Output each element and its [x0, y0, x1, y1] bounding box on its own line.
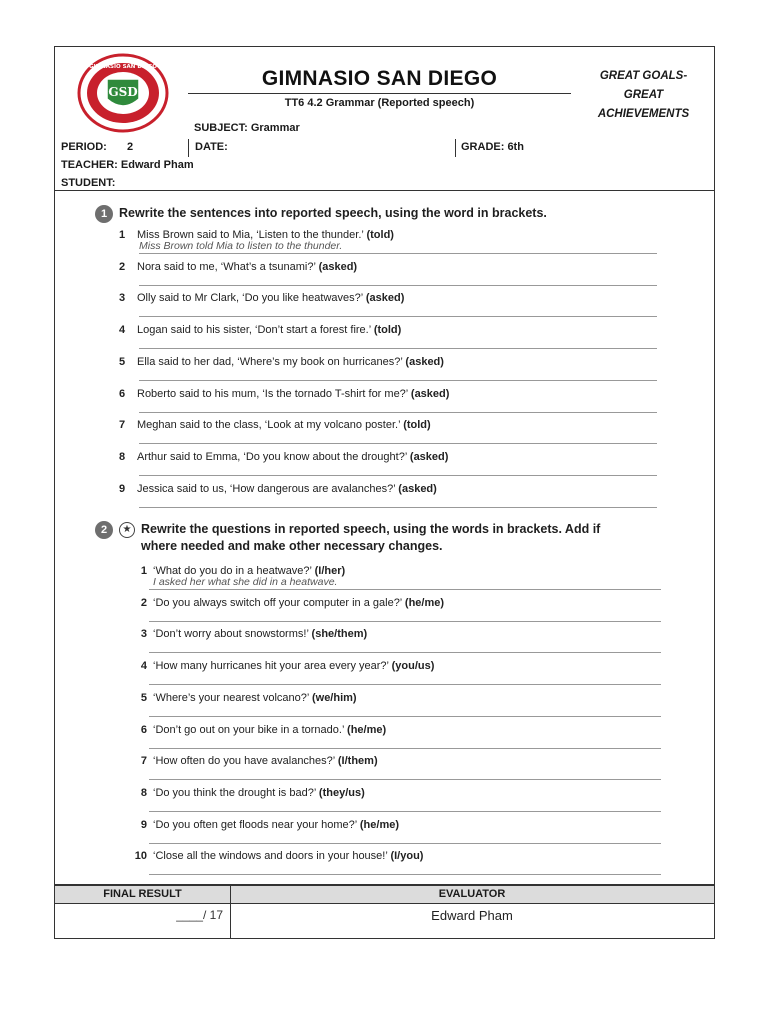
exercise-item: [131, 787, 661, 819]
item-text: ‘How many hurricanes hit your area every year?’: [153, 660, 392, 673]
item-question: [119, 324, 401, 336]
answer-line[interactable]: [139, 380, 657, 381]
evaluator-label: EVALUATOR: [438, 888, 506, 900]
item-text: ‘Do you think the drought is bad?’: [153, 786, 319, 799]
result-table: [54, 885, 715, 939]
item-number: 2: [140, 596, 147, 609]
item-text: Nora said to me, ‘What’s a tsunami?’: [137, 260, 319, 273]
answer-line[interactable]: [149, 811, 661, 812]
item-text: Jessica said to us, ‘How dangerous are avalanches?’: [137, 482, 399, 495]
item-question: [119, 451, 448, 463]
period-label: PERIOD:: [61, 141, 107, 153]
exercise-2-instruction-line-2: where needed and make other necessary changes.: [141, 539, 443, 553]
period-divider: [188, 139, 189, 157]
item-text: Olly said to Mr Clark, ‘Do you like heatwaves?’: [137, 292, 366, 305]
item-number: 7: [119, 419, 126, 432]
exercise-item: [119, 356, 659, 388]
answer-line[interactable]: [139, 412, 657, 413]
item-number: 6: [140, 723, 147, 736]
grade-label: GRADE: 6th: [461, 141, 524, 153]
item-keyword: (told): [403, 419, 431, 432]
item-number: 1: [140, 565, 147, 577]
item-number: 5: [119, 355, 126, 368]
answer-line[interactable]: [149, 716, 661, 717]
item-question: [119, 356, 444, 368]
item-keyword: (I/you): [390, 850, 424, 863]
item-text: Arthur said to Emma, ‘Do you know about the drought?’: [137, 450, 410, 463]
item-text: ‘Close all the windows and doors in your house!’: [153, 850, 391, 863]
item-keyword: (they/us): [318, 786, 365, 799]
title-divider: [188, 93, 571, 94]
item-keyword: (asked): [405, 355, 444, 368]
item-text: ‘Do you always switch off your computer in a gale?’: [153, 596, 405, 609]
item-keyword: (I/her): [314, 565, 346, 577]
item-number: 5: [140, 691, 147, 704]
exercise-item: [131, 660, 661, 692]
item-keyword: (he/me): [404, 596, 445, 609]
answer-line[interactable]: [149, 843, 661, 844]
item-text: ‘Do you often get floods near your home?’: [153, 818, 360, 831]
subject-label: SUBJECT: Grammar: [194, 122, 300, 134]
item-keyword: (asked): [365, 292, 405, 305]
item-text: Roberto said to his mum, ‘Is the tornado T-shirt for me?’: [137, 387, 411, 400]
result-header: [55, 886, 714, 904]
item-number: 4: [140, 660, 147, 673]
score-value[interactable]: ____/ 17: [176, 908, 223, 922]
answer-line[interactable]: [149, 621, 661, 622]
item-text: ‘Don’t go out on your bike in a tornado.’: [153, 723, 348, 736]
exercise-item: [119, 483, 659, 515]
worksheet-title: TT6 4.2 Grammar (Reported speech): [284, 97, 475, 109]
answer-line[interactable]: [149, 684, 661, 685]
item-keyword: (told): [366, 229, 394, 241]
exercise-item: [119, 388, 659, 420]
answer-line[interactable]: [139, 253, 657, 254]
item-number: 8: [119, 450, 126, 463]
item-keyword: (told): [373, 324, 402, 337]
star-icon: ★: [119, 522, 135, 538]
item-number: 9: [140, 818, 147, 831]
item-keyword: (asked): [318, 260, 358, 273]
item-keyword: (we/him): [311, 691, 357, 704]
item-text: ‘Don’t worry about snowstorms!’: [153, 628, 312, 641]
item-question: [119, 419, 431, 431]
exercise-item: [131, 850, 661, 882]
item-text: Miss Brown said to Mia, ‘Listen to the thunder.’: [137, 229, 367, 241]
item-example-answer: Miss Brown told Mia to listen to the thunder.: [139, 240, 343, 252]
exercise-2-heading: [95, 521, 600, 555]
item-number: 7: [140, 755, 147, 768]
logo-initials: GSD: [108, 85, 138, 99]
item-question: [131, 850, 423, 862]
school-logo: [77, 53, 169, 133]
answer-line[interactable]: [149, 874, 661, 875]
exercise-item: [119, 229, 659, 261]
item-text: ‘What do you do in a heatwave?’: [153, 565, 315, 577]
logo-text: GIMNASIO SAN DIEGO: [89, 64, 157, 70]
item-text: Logan said to his sister, ‘Don’t start a forest fire.’: [137, 324, 374, 337]
exercise-2-instruction-line-1: Rewrite the questions in reported speech, using the words in brackets. Add if: [141, 522, 601, 536]
item-question: [131, 692, 357, 704]
item-keyword: (asked): [398, 482, 437, 495]
item-number: 4: [119, 324, 126, 337]
item-keyword: (she/them): [311, 628, 368, 641]
motto-line-2: GREAT: [623, 89, 664, 101]
date-label[interactable]: DATE:: [195, 141, 228, 153]
exercise-2-instruction: [141, 521, 600, 555]
exercise-2-number: 2: [95, 521, 113, 539]
item-text: Meghan said to the class, ‘Look at my volcano poster.’: [137, 419, 404, 432]
exercise-item: [131, 597, 661, 629]
item-number: 10: [134, 850, 147, 863]
motto-cell: [571, 47, 716, 139]
school-motto: [571, 67, 716, 124]
exercise-item: [131, 819, 661, 851]
item-question: [131, 787, 365, 799]
exercise-item: [131, 692, 661, 724]
teacher-row: [55, 157, 716, 175]
item-number: 1: [119, 229, 126, 241]
item-text: ‘How often do you have avalanches?’: [153, 755, 338, 768]
motto-line-3: ACHIEVEMENTS: [597, 108, 690, 120]
exercise-item: [119, 292, 659, 324]
school-name: GIMNASIO SAN DIEGO: [261, 67, 498, 90]
item-example-answer: I asked her what she did in a heatwave.: [153, 576, 338, 588]
answer-line[interactable]: [139, 475, 657, 476]
exercise-item: [119, 419, 659, 451]
answer-line[interactable]: [149, 589, 661, 590]
exercise-body: [54, 191, 715, 885]
item-keyword: (I/them): [337, 755, 378, 768]
item-question: [119, 292, 404, 304]
evaluator-name: Edward Pham: [431, 908, 513, 923]
exercise-1-heading: [95, 205, 547, 223]
item-number: 6: [119, 387, 126, 400]
item-keyword: (asked): [409, 450, 449, 463]
exercise-item: [131, 724, 661, 756]
item-question: [131, 597, 444, 609]
item-number: 8: [140, 786, 147, 799]
answer-line[interactable]: [149, 748, 661, 749]
item-question: [119, 261, 357, 273]
student-row[interactable]: [55, 175, 716, 192]
answer-line[interactable]: [139, 316, 657, 317]
period-value[interactable]: 2: [127, 141, 134, 153]
exercise-item: [131, 628, 661, 660]
answer-line[interactable]: [139, 285, 657, 286]
title-cell: [188, 47, 571, 119]
item-number: 3: [140, 628, 147, 641]
item-number: 2: [119, 260, 126, 273]
answer-line[interactable]: [149, 652, 661, 653]
final-result-label: FINAL RESULT: [103, 888, 182, 900]
motto-line-1: GREAT GOALS-: [599, 70, 688, 82]
period-row: [55, 139, 716, 157]
item-keyword: (he/me): [359, 818, 400, 831]
item-number: 3: [119, 292, 126, 305]
item-question: [119, 388, 449, 400]
item-question: [119, 483, 437, 495]
logo-cell: [55, 47, 188, 139]
item-question: [131, 628, 367, 640]
exercise-1-instruction: Rewrite the sentences into reported speech, using the word in brackets.: [119, 206, 547, 220]
answer-line[interactable]: [139, 507, 657, 508]
item-keyword: (you/us): [391, 660, 435, 673]
item-text: ‘Where’s your nearest volcano?’: [153, 691, 312, 704]
item-number: 9: [119, 482, 126, 495]
item-keyword: (asked): [410, 387, 450, 400]
exercise-item: [119, 261, 659, 293]
item-question: [131, 724, 386, 736]
worksheet: [54, 46, 715, 923]
answer-line[interactable]: [139, 348, 657, 349]
item-text: Ella said to her dad, ‘Where’s my book on hurricanes?’: [137, 355, 406, 368]
exercise-item: [119, 324, 659, 356]
item-keyword: (he/me): [347, 723, 387, 736]
answer-line[interactable]: [149, 779, 661, 780]
exercise-item: [119, 451, 659, 483]
item-question: [131, 755, 378, 767]
header-table: [54, 46, 715, 191]
student-label: STUDENT:: [61, 177, 116, 189]
item-question: [131, 660, 434, 672]
item-question: [131, 819, 399, 831]
date-divider: [455, 139, 456, 157]
exercise-item: [131, 755, 661, 787]
answer-line[interactable]: [139, 443, 657, 444]
exercise-1-number: 1: [95, 205, 113, 223]
subject-cell: [188, 119, 571, 139]
teacher-label: TEACHER: Edward Pham: [61, 159, 194, 171]
exercise-item: [131, 565, 661, 597]
